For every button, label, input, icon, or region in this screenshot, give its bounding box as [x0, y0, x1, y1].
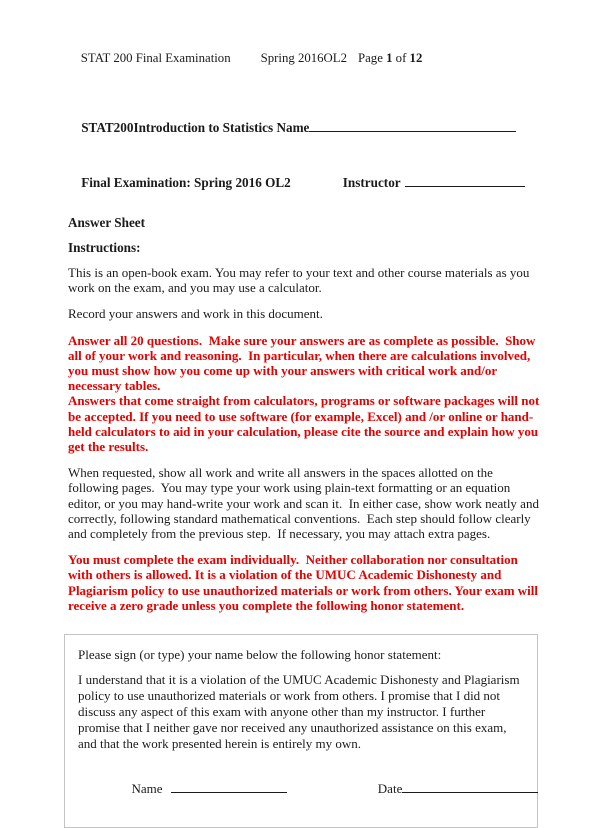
- page-number: 1: [386, 51, 393, 65]
- signature-name-blank: [171, 790, 287, 793]
- instructor-blank-line: [405, 184, 525, 187]
- page-header: [68, 36, 540, 81]
- course-title-line: [68, 105, 540, 150]
- signature-row: [78, 765, 524, 813]
- honor-statement-text: I understand that it is a violation of the UMUC Academic Dishonesty and Plagiarism policy to use unauthorized materials or work from others. I promise that I did not discuss any aspect of this exam with anyone other than my instructor. I further promise that I neither gave nor received any unauthorized assistance on this exam, and that the work presented herein is entirely my own.: [78, 672, 523, 752]
- software-citation-warning: Answers that come straight from calculators, programs or software packages will not be accepted. If you need to use software (for example, Excel) and /or online or hand-held calculators to aid in your calculation, please cite the source and explain how you get the results.: [68, 393, 543, 455]
- page-label: Page: [358, 51, 387, 65]
- sign-prompt: Please sign (or type) your name below the following honor statement:: [78, 647, 442, 663]
- date-label: Date: [377, 781, 403, 797]
- name-blank-line: [309, 129, 516, 132]
- course-and-name-label: STAT200Introduction to Statistics Name: [81, 120, 310, 135]
- show-work-paragraph: When requested, show all work and write all answers in the spaces allotted on the following pages. You may type your work using plain-text formatting or an equation editor, or you may hand-write your work and scan it. In either case, show work neatly and correctly, following standard mathematical conventions. Each step should follow clearly and completely from the previous step. If necessary, you may attach extra pages.: [68, 465, 543, 542]
- page-total: 12: [409, 51, 423, 65]
- page-of-label: of: [392, 51, 410, 65]
- signature-date-blank: [402, 790, 538, 793]
- page-indicator: [358, 51, 422, 65]
- answer-requirements-warning: Answer all 20 questions. Make sure your answers are as complete as possible. Show all of your work and reasoning. In particular, when there are calculations involved, you must show how you come up with your answers with critical work and/or necessary tables.: [68, 332, 539, 394]
- honor-requirement-warning: You must complete the exam individually. Neither collaboration nor consultation with others is allowed. It is a violation of the UMUC Academic Dishonesty and Plagiarism policy to use unauthorized materials or work from others. Your exam will receive a zero grade unless you complete the following honor statement.: [68, 552, 542, 613]
- record-answers-paragraph: Record your answers and work in this document.: [68, 306, 323, 322]
- instructor-label: Instructor: [342, 175, 401, 190]
- header-course-title: STAT 200 Final Examination: [80, 51, 231, 65]
- name-label: Name: [131, 781, 166, 797]
- exam-term-label: Final Examination: Spring 2016 OL2: [81, 175, 291, 190]
- honor-statement-box: [64, 634, 538, 828]
- instructions-heading: Instructions:: [68, 240, 141, 255]
- exam-title-line: [68, 160, 540, 205]
- header-term: Spring 2016OL2: [260, 51, 347, 65]
- answer-sheet-heading: Answer Sheet: [68, 215, 146, 230]
- open-book-paragraph: This is an open-book exam. You may refer to your text and other course materials as you work on the exam, and you may use a calculator.: [68, 265, 533, 296]
